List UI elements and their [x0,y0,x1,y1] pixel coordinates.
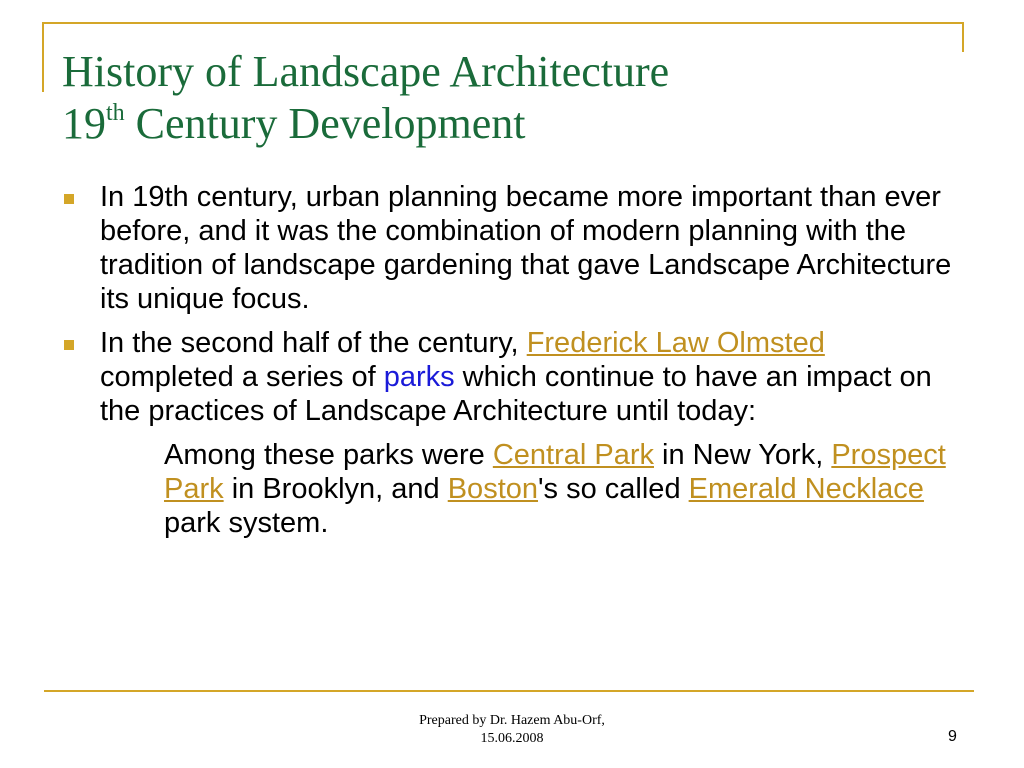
footer-divider [44,690,974,692]
title-line-1: History of Landscape Architecture [62,47,670,96]
footer-credit [312,712,712,748]
slide-content [62,180,962,569]
sub-text-4: 's so called [538,473,689,505]
footer-date: 15.06.2008 [480,731,544,746]
sub-paragraph [62,438,962,540]
footer-author: Prepared by Dr. Hazem Abu-Orf, [419,713,605,728]
slide-title [62,46,669,150]
title-line-2-superscript: th [106,100,125,126]
sub-text-5: park system. [164,507,329,539]
bullet-2-text-start: In the second half of the century, [100,327,527,359]
page-number: 9 [948,728,957,745]
link-frederick-law-olmsted[interactable]: Frederick Law Olmsted [526,327,825,359]
parks-highlight: parks [383,361,455,393]
bullet-2-text-end: which continue to have an impact on the practices of Landscape Architecture until today: [100,361,932,427]
link-prospect-park[interactable]: Prospect Park [164,439,946,505]
frame-top-line [44,22,964,24]
title-line-2-rest: Century Development [124,99,526,148]
title-line-2-number: 19 [62,99,106,148]
sub-text-2: in New York, [654,439,832,471]
bullet-2-text-mid: completed a series of [100,361,384,393]
bullet-1-text: In 19th century, urban planning became more important than ever before, and it was the combination of modern planning with the tradition of landscape gardening that gave Landscape Architecture its unique focus. [100,181,952,315]
sub-text-3: in Brooklyn, and [223,473,448,505]
square-bullet-icon [64,340,74,350]
link-central-park[interactable]: Central Park [492,439,654,471]
link-emerald-necklace[interactable]: Emerald Necklace [688,473,924,505]
bullet-item-1 [62,180,962,316]
frame-left-line [42,22,44,92]
square-bullet-icon [64,194,74,204]
sub-text-1: Among these parks were [164,439,493,471]
frame-right-line [962,22,964,52]
link-boston[interactable]: Boston [447,473,539,505]
bullet-item-2 [62,326,962,428]
